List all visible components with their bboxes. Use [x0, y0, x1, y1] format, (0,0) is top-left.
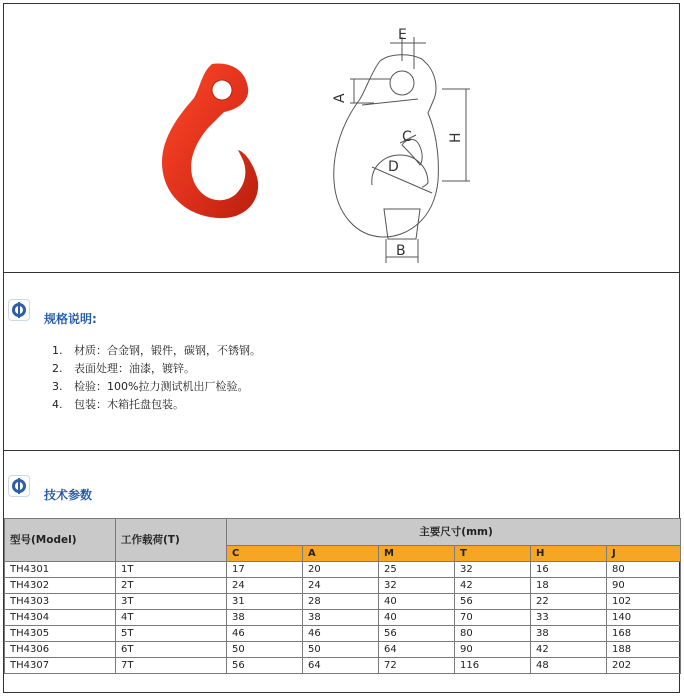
table-row [5, 578, 681, 594]
dimension-cell: 48 [531, 658, 607, 674]
dimension-cell: 72 [379, 658, 455, 674]
dimension-cell: 90 [607, 578, 681, 594]
dimension-cell: 46 [303, 626, 379, 642]
load-cell: 6T [116, 642, 227, 658]
load-cell: 1T [116, 562, 227, 578]
column-header: A [303, 546, 379, 562]
dimension-cell: 32 [455, 562, 531, 578]
list-item: 2. 表面处理：油漆，镀锌。 [52, 362, 195, 375]
dimension-cell: 70 [455, 610, 531, 626]
dimension-cell: 188 [607, 642, 681, 658]
dimension-cell: 16 [531, 562, 607, 578]
brand-logo-icon [8, 299, 30, 321]
dimension-cell: 33 [531, 610, 607, 626]
dimension-cell: 38 [227, 610, 303, 626]
hook-dimension-diagram [330, 25, 480, 265]
tech-section-title: 技术参数 [44, 488, 93, 502]
dimension-cell: 22 [531, 594, 607, 610]
list-item: 4. 包装：木箱托盘包装。 [52, 398, 184, 411]
column-header: J [607, 546, 681, 562]
dimension-cell: 80 [607, 562, 681, 578]
label-d: D [388, 159, 399, 175]
tech-section-header [8, 468, 92, 503]
model-cell: TH4304 [5, 610, 116, 626]
load-header: 工作载荷(T) [116, 519, 227, 562]
spec-list [52, 342, 261, 414]
dimension-cell: 140 [607, 610, 681, 626]
divider [3, 272, 680, 273]
dimension-cell: 102 [607, 594, 681, 610]
dimension-cell: 56 [379, 626, 455, 642]
brand-logo-icon [8, 475, 30, 497]
dimension-cell: 40 [379, 594, 455, 610]
table-row [5, 610, 681, 626]
label-c: C [402, 129, 412, 145]
spec-section-title: 规格说明: [44, 312, 97, 326]
table-row [5, 658, 681, 674]
dimension-cell: 56 [227, 658, 303, 674]
hook-product-photo [150, 58, 270, 223]
load-cell: 7T [116, 658, 227, 674]
dimension-cell: 24 [303, 578, 379, 594]
model-cell: TH4305 [5, 626, 116, 642]
dimension-cell: 24 [227, 578, 303, 594]
dimension-cell: 80 [455, 626, 531, 642]
dimension-cell: 38 [303, 610, 379, 626]
table-row [5, 626, 681, 642]
model-cell: TH4307 [5, 658, 116, 674]
dimensions-header: 主要尺寸(mm) [227, 519, 681, 546]
label-b: B [396, 243, 406, 259]
dimension-cell: 50 [303, 642, 379, 658]
load-cell: 2T [116, 578, 227, 594]
dimension-cell: 64 [379, 642, 455, 658]
table-row [5, 642, 681, 658]
list-item: 1. 材质：合金钢，锻件，碳钢，不锈钢。 [52, 344, 261, 357]
label-h: H [448, 132, 464, 143]
dimension-cell: 32 [379, 578, 455, 594]
model-cell: TH4302 [5, 578, 116, 594]
dimension-cell: 17 [227, 562, 303, 578]
table-row [5, 594, 681, 610]
dimension-cell: 56 [455, 594, 531, 610]
model-cell: TH4306 [5, 642, 116, 658]
model-cell: TH4303 [5, 594, 116, 610]
dimension-cell: 40 [379, 610, 455, 626]
spec-section-header [8, 292, 97, 327]
list-item: 3. 检验：100%拉力测试机出厂检验。 [52, 380, 249, 393]
column-header: C [227, 546, 303, 562]
dimension-cell: 42 [455, 578, 531, 594]
dimension-cell: 18 [531, 578, 607, 594]
label-a: A [332, 93, 348, 103]
dimension-cell: 46 [227, 626, 303, 642]
dimension-cell: 50 [227, 642, 303, 658]
label-e: E [398, 27, 407, 43]
dimension-cell: 38 [531, 626, 607, 642]
load-cell: 4T [116, 610, 227, 626]
dimension-cell: 28 [303, 594, 379, 610]
column-header: H [531, 546, 607, 562]
dimension-cell: 64 [303, 658, 379, 674]
dimension-cell: 90 [455, 642, 531, 658]
dimension-cell: 25 [379, 562, 455, 578]
load-cell: 3T [116, 594, 227, 610]
dimension-cell: 20 [303, 562, 379, 578]
column-header: T [455, 546, 531, 562]
dimension-cell: 31 [227, 594, 303, 610]
dimension-cell: 42 [531, 642, 607, 658]
dimension-cell: 116 [455, 658, 531, 674]
column-header: M [379, 546, 455, 562]
dimension-cell: 202 [607, 658, 681, 674]
dimension-cell: 168 [607, 626, 681, 642]
model-cell: TH4301 [5, 562, 116, 578]
divider [3, 450, 680, 451]
table-row [5, 562, 681, 578]
load-cell: 5T [116, 626, 227, 642]
parameter-table [4, 518, 681, 674]
model-header: 型号(Model) [5, 519, 116, 562]
